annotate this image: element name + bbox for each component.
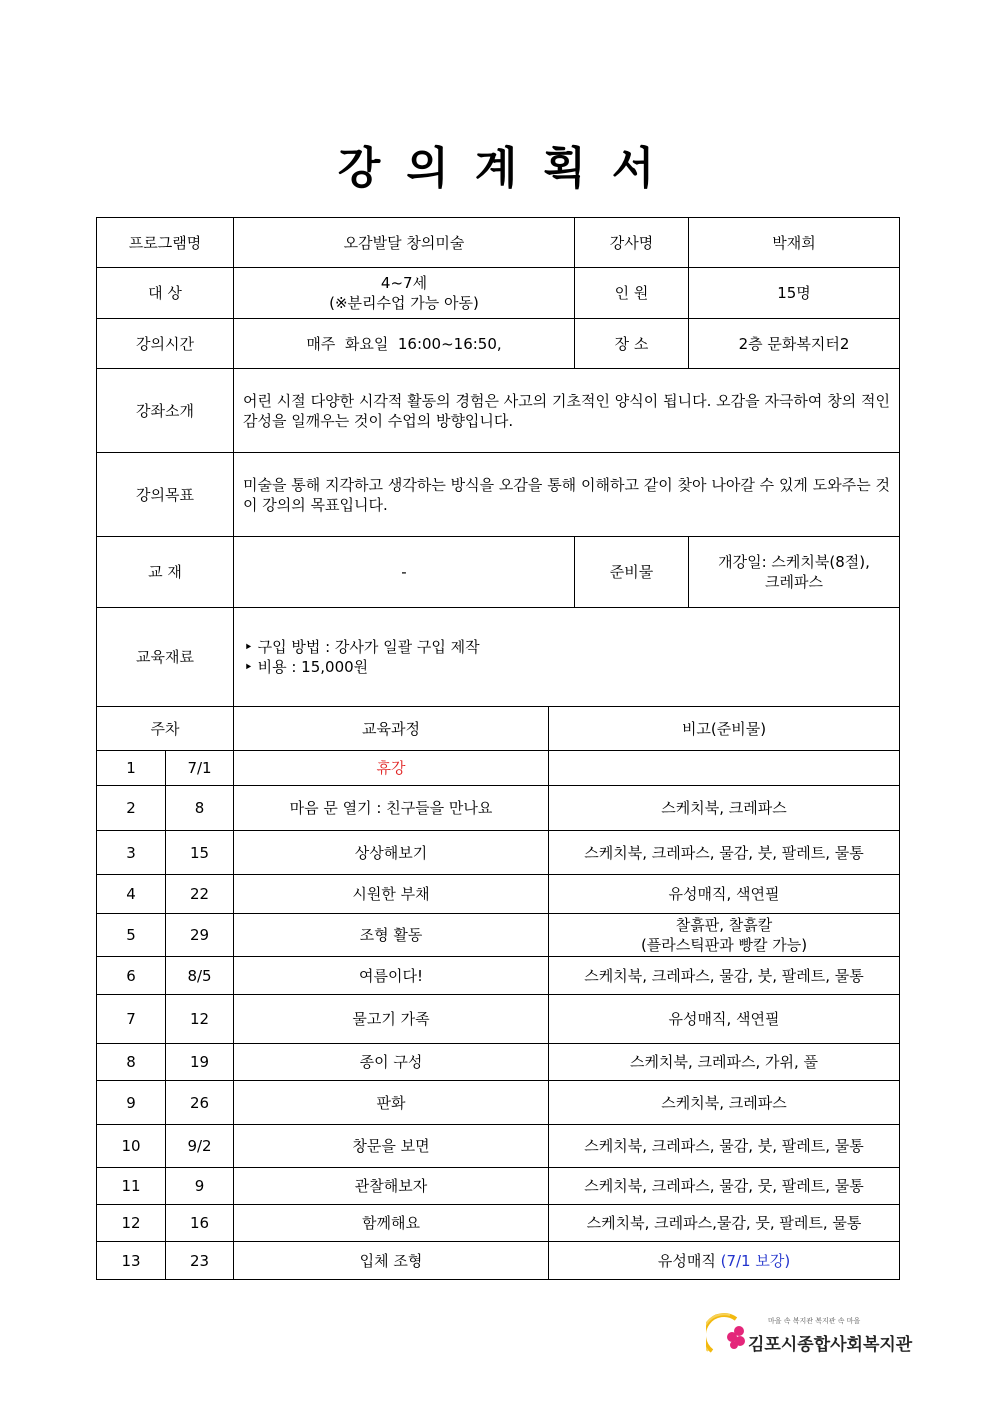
course-cell: 여름이다! [234, 957, 549, 995]
table-row [97, 1125, 900, 1168]
time-value: 매주 화요일 16:00~16:50, [234, 319, 575, 369]
note-line1: 찰흙판, 찰흙칼 [675, 916, 773, 934]
week-no: 8 [97, 1044, 166, 1081]
course-cell: 함께해요 [234, 1205, 549, 1242]
week-date: 16 [166, 1205, 234, 1242]
course-cell: 휴강 [234, 751, 549, 786]
note-cell: 스케치북, 크레파스, 물감, 붓, 팔레트, 물통 [549, 831, 900, 875]
target-line1: 4~7세 [380, 274, 428, 292]
note-cell: 스케치북, 크레파스, 물감, 붓, 팔레트, 물통 [549, 957, 900, 995]
week-no: 1 [97, 751, 166, 786]
note-text: 유성매직 [657, 1251, 716, 1270]
note-cell [549, 1242, 900, 1280]
table-row [97, 995, 900, 1044]
week-no: 2 [97, 786, 166, 831]
prep-value [689, 537, 900, 608]
materials-line2: ‣ 비용 : 15,000원 [244, 658, 369, 676]
intro-label: 강좌소개 [97, 369, 234, 453]
course-header: 교육과정 [234, 707, 549, 751]
note-cell [549, 914, 900, 957]
week-date: 7/1 [166, 751, 234, 786]
note-line2: (플라스틱판과 빵칼 가능) [640, 936, 808, 954]
prep-line1: 개강일: 스케치북(8절), [718, 553, 870, 571]
page-title: 강의계획서 [337, 143, 681, 194]
table-row [97, 1044, 900, 1081]
table-row [97, 786, 900, 831]
prep-label: 준비물 [575, 537, 689, 608]
note-cell: 스케치북, 크레파스, 물감, 붓, 팔레트, 물통 [549, 1125, 900, 1168]
schedule-table [96, 706, 900, 1280]
table-row [97, 875, 900, 914]
place-label: 장 소 [575, 319, 689, 369]
course-cell: 조형 활동 [234, 914, 549, 957]
week-date: 9/2 [166, 1125, 234, 1168]
course-cell: 마음 문 열기 : 친구들을 만나요 [234, 786, 549, 831]
note-header: 비고(준비물) [549, 707, 900, 751]
capacity-label: 인 원 [575, 268, 689, 319]
week-no: 5 [97, 914, 166, 957]
target-value [234, 268, 575, 319]
table-row [97, 1242, 900, 1280]
week-date: 22 [166, 875, 234, 914]
table-row [97, 1205, 900, 1242]
week-date: 26 [166, 1081, 234, 1125]
note-cell [549, 751, 900, 786]
course-cell: 물고기 가족 [234, 995, 549, 1044]
course-cell: 종이 구성 [234, 1044, 549, 1081]
week-no: 9 [97, 1081, 166, 1125]
target-line2: (※분리수업 가능 아동) [329, 294, 479, 312]
course-info-table [96, 217, 900, 707]
prep-line2: 크레파스 [765, 573, 823, 591]
week-date: 19 [166, 1044, 234, 1081]
materials-label: 교육재료 [97, 608, 234, 707]
note-cell: 스케치북, 크레파스, 가위, 풀 [549, 1044, 900, 1081]
week-date: 15 [166, 831, 234, 875]
materials-line1: ‣ 구입 방법 : 강사가 일괄 구입 제작 [244, 638, 480, 656]
week-no: 6 [97, 957, 166, 995]
week-no: 7 [97, 995, 166, 1044]
materials-value [234, 608, 900, 707]
week-no: 11 [97, 1168, 166, 1205]
table-row [97, 1168, 900, 1205]
week-date: 8/5 [166, 957, 234, 995]
note-cell: 스케치북, 크레파스 [549, 1081, 900, 1125]
course-cell: 창문을 보면 [234, 1125, 549, 1168]
program-value: 오감발달 창의미술 [234, 218, 575, 268]
program-label: 프로그램명 [97, 218, 234, 268]
target-label: 대 상 [97, 268, 234, 319]
course-cell: 관찰해보자 [234, 1168, 549, 1205]
note-cell: 스케치북, 크레파스 [549, 786, 900, 831]
week-date: 9 [166, 1168, 234, 1205]
table-row [97, 751, 900, 786]
week-no: 12 [97, 1205, 166, 1242]
goal-label: 강의목표 [97, 453, 234, 537]
capacity-value: 15명 [689, 268, 900, 319]
intro-value: 어린 시절 다양한 시각적 활동의 경험은 사고의 기초적인 양식이 됩니다. 오감을 자극하여 창의 적인 감성을 일깨우는 것이 수업의 방향입니다. [234, 369, 900, 453]
week-no: 10 [97, 1125, 166, 1168]
note-cell: 유성매직, 색연필 [549, 875, 900, 914]
course-cell: 입체 조형 [234, 1242, 549, 1280]
week-date: 29 [166, 914, 234, 957]
week-header: 주차 [97, 707, 234, 751]
course-cell: 상상해보기 [234, 831, 549, 875]
table-row [97, 1081, 900, 1125]
week-date: 23 [166, 1242, 234, 1280]
time-label: 강의시간 [97, 319, 234, 369]
note-cell: 스케치북, 크레파스, 물감, 뭇, 팔레트, 물통 [549, 1168, 900, 1205]
note-cell: 유성매직, 색연필 [549, 995, 900, 1044]
instructor-label: 강사명 [575, 218, 689, 268]
week-date: 8 [166, 786, 234, 831]
note-cell: 스케치북, 크레파스,물감, 뭇, 팔레트, 물통 [549, 1205, 900, 1242]
makeup-note: (7/1 보강) [720, 1251, 791, 1270]
week-date: 12 [166, 995, 234, 1044]
table-row [97, 831, 900, 875]
textbook-label: 교 재 [97, 537, 234, 608]
goal-value: 미술을 통해 지각하고 생각하는 방식을 오감을 통해 이해하고 같이 찾아 나아갈 수 있게 도와주는 것이 강의의 목표입니다. [234, 453, 900, 537]
course-cell: 판화 [234, 1081, 549, 1125]
instructor-value: 박재희 [689, 218, 900, 268]
table-row [97, 957, 900, 995]
course-cell: 시원한 부채 [234, 875, 549, 914]
week-no: 4 [97, 875, 166, 914]
logo-slogan: 마을 속 복지관 복지관 속 마을 [768, 1317, 861, 1325]
week-no: 13 [97, 1242, 166, 1280]
logo-name: 김포시종합사회복지관 [748, 1335, 913, 1355]
place-value: 2층 문화복지터2 [689, 319, 900, 369]
week-no: 3 [97, 831, 166, 875]
textbook-value: - [234, 537, 575, 608]
table-row [97, 914, 900, 957]
